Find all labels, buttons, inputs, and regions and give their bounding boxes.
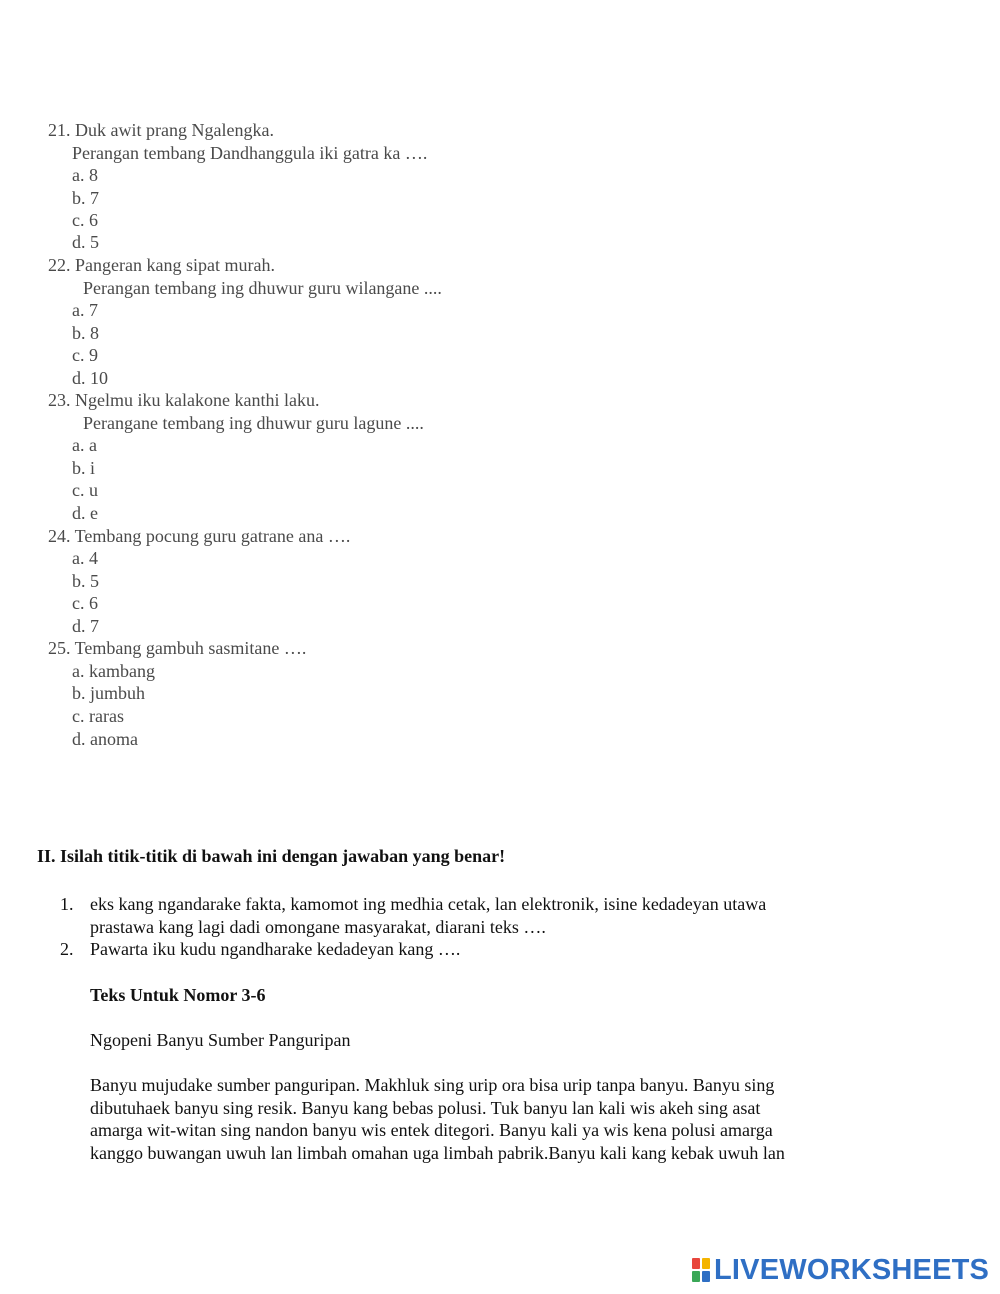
paragraph-line: amarga wit-witan sing nandon banyu wis entek ditegori. Banyu kali ya wis kena polusi amarga (90, 1120, 773, 1140)
text-title: Ngopeni Banyu Sumber Panguripan (90, 1030, 351, 1050)
option: a. 7 (72, 300, 98, 320)
option: d. 5 (72, 232, 99, 252)
question-21-prompt: Perangan tembang Dandhanggula iki gatra ka …. (72, 143, 428, 163)
option: b. 7 (72, 188, 99, 208)
item-text-line: eks kang ngandarake fakta, kamomot ing medhia cetak, lan elektronik, isine kedadeyan utawa (90, 894, 767, 914)
logo-blocks-icon (692, 1258, 710, 1282)
option: c. 9 (72, 345, 98, 365)
question-25: 25. Tembang gambuh sasmitane …. (48, 638, 307, 658)
option: b. 5 (72, 571, 99, 591)
section-heading: II. Isilah titik-titik di bawah ini dengan jawaban yang benar! (37, 846, 506, 866)
question-23: 23. Ngelmu iku kalakone kanthi laku. (48, 390, 320, 410)
option: c. raras (72, 706, 124, 726)
option: c. u (72, 480, 98, 500)
option: d. e (72, 503, 98, 523)
option: b. jumbuh (72, 683, 146, 703)
paragraph-line: dibutuhaek banyu sing resik. Banyu kang bebas polusi. Tuk banyu lan kali wis akeh sing asat (90, 1098, 761, 1118)
paragraph-line: kanggo buwangan uwuh lan limbah omahan uga limbah pabrik.Banyu kali kang kebak uwuh lan (90, 1143, 785, 1163)
liveworksheets-logo (692, 1253, 990, 1286)
question-21: 21. Duk awit prang Ngalengka. (48, 120, 274, 140)
option: d. 7 (72, 616, 99, 636)
option: d. anoma (72, 729, 138, 749)
question-24: 24. Tembang pocung guru gatrane ana …. (48, 526, 351, 546)
item-number: 2. (60, 939, 74, 959)
item-number: 1. (60, 894, 74, 914)
option: d. 10 (72, 368, 108, 388)
option: a. 8 (72, 165, 98, 185)
question-22-prompt: Perangan tembang ing dhuwur guru wilangane .... (83, 278, 442, 298)
question-23-prompt: Perangane tembang ing dhuwur guru lagune .... (83, 413, 424, 433)
option: b. i (72, 458, 96, 478)
logo-text: LIVEWORKSHEETS (714, 1253, 990, 1286)
paragraph-line: Banyu mujudake sumber panguripan. Makhluk sing urip ora bisa urip tanpa banyu. Banyu sing (90, 1075, 775, 1095)
question-22: 22. Pangeran kang sipat murah. (48, 255, 275, 275)
item-text-line: Pawarta iku kudu ngandharake kedadeyan kang …. (90, 939, 461, 959)
item-text-line: prastawa kang lagi dadi omongane masyarakat, diarani teks …. (90, 917, 546, 937)
option: a. a (72, 435, 97, 455)
option: a. kambang (72, 661, 155, 681)
option: b. 8 (72, 323, 99, 343)
option: c. 6 (72, 210, 98, 230)
option: a. 4 (72, 548, 98, 568)
option: c. 6 (72, 593, 98, 613)
text-heading: Teks Untuk Nomor 3-6 (90, 985, 266, 1005)
